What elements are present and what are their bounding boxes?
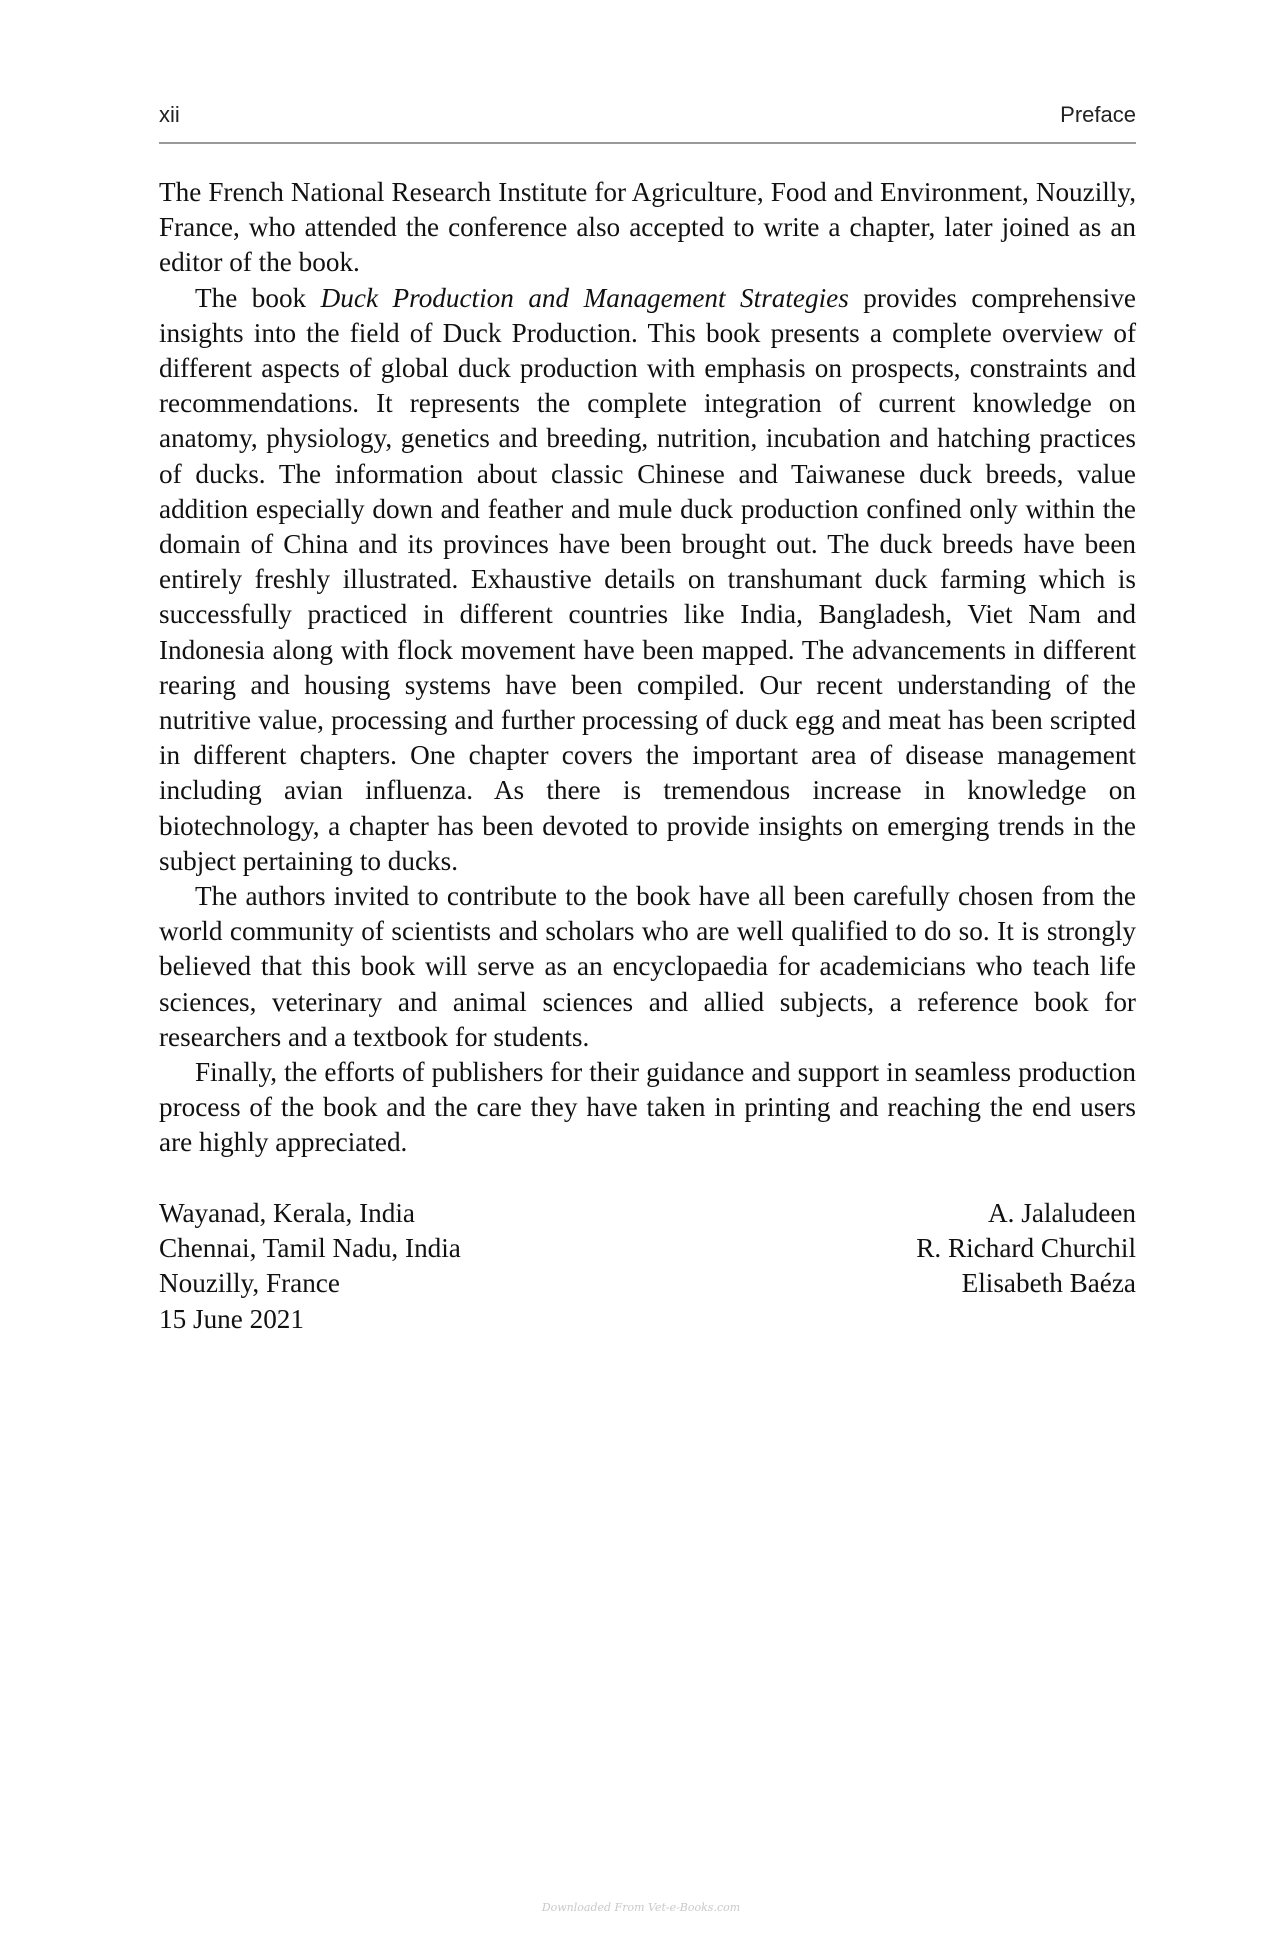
place-line: Nouzilly, France: [159, 1268, 340, 1299]
paragraph-3: The authors invited to contribute to the book have all been carefully chosen from the world community of scientists and scholars who are well qualified to do so. It is strongly believed that this book will serve as an encyclopaedia for academicians who teach life sciences, veterinary and animal sciences and allied subjects, a reference book for researchers and a textbook for students.: [159, 881, 1136, 1052]
preface-body: [159, 175, 1136, 1161]
book-title: Duck Production and Management Strategies: [320, 282, 849, 313]
paragraph-1: The French National Research Institute for Agriculture, Food and Environment, Nouzilly, France, who attended the conference also accepted to write a chapter, later joined as an editor of the book.: [159, 177, 1136, 278]
running-header: [159, 100, 1136, 144]
signoff-places: [159, 1196, 461, 1337]
place-line: Wayanad, Kerala, India: [159, 1198, 415, 1228]
paragraph-2-rest: provides comprehensive insights into the field of Duck Production. This book presents a complete overview of different aspects of global duck production with emphasis on prospects, constraints and recommendations. It represents the complete integration of current knowledge on anatomy, physiology, genetics and breeding, nutrition, incubation and hatching practices of ducks. The information about classic Chinese and Taiwanese duck breeds, value addition especially down and feather and mule duck production confined only within the domain of China and its provinces have been brought out. The duck breeds have been entirely freshly illustrated. Exhaustive details on transhumant duck farming which is successfully practiced in different countries like India, Bangladesh, Viet Nam and Indonesia along with flock movement have been mapped. The advancements in different rearing and housing systems have been compiled. Our recent understanding of the nutritive value, processing and further processing of duck egg and meat has been scripted in different chapters. One chapter covers the important area of disease management including avian influenza. As there is tremendous increase in knowledge on biotechnology, a chapter has been devoted to provide insights on emerging trends in the subject pertaining to ducks.: [159, 282, 1136, 876]
paragraph-4: Finally, the efforts of publishers for their guidance and support in seamless production process of the book and the care they have taken in printing and reaching the end users are highly appreciated.: [159, 1057, 1136, 1158]
place-line: Chennai, Tamil Nadu, India: [159, 1233, 461, 1264]
signoff-date: 15 June 2021: [159, 1303, 304, 1334]
running-title: Preface: [1060, 102, 1136, 127]
page-number: xii: [159, 102, 180, 127]
author-name: A. Jalaludeen: [988, 1198, 1136, 1228]
signoff-authors: [916, 1196, 1136, 1302]
author-name: Elisabeth Baéza: [961, 1268, 1136, 1299]
download-watermark: Downloaded From Vet-e-Books.com: [541, 1901, 741, 1914]
author-name: R. Richard Churchil: [916, 1233, 1136, 1264]
paragraph-2: [159, 281, 1136, 879]
paragraph-2-start: The book: [195, 282, 321, 313]
